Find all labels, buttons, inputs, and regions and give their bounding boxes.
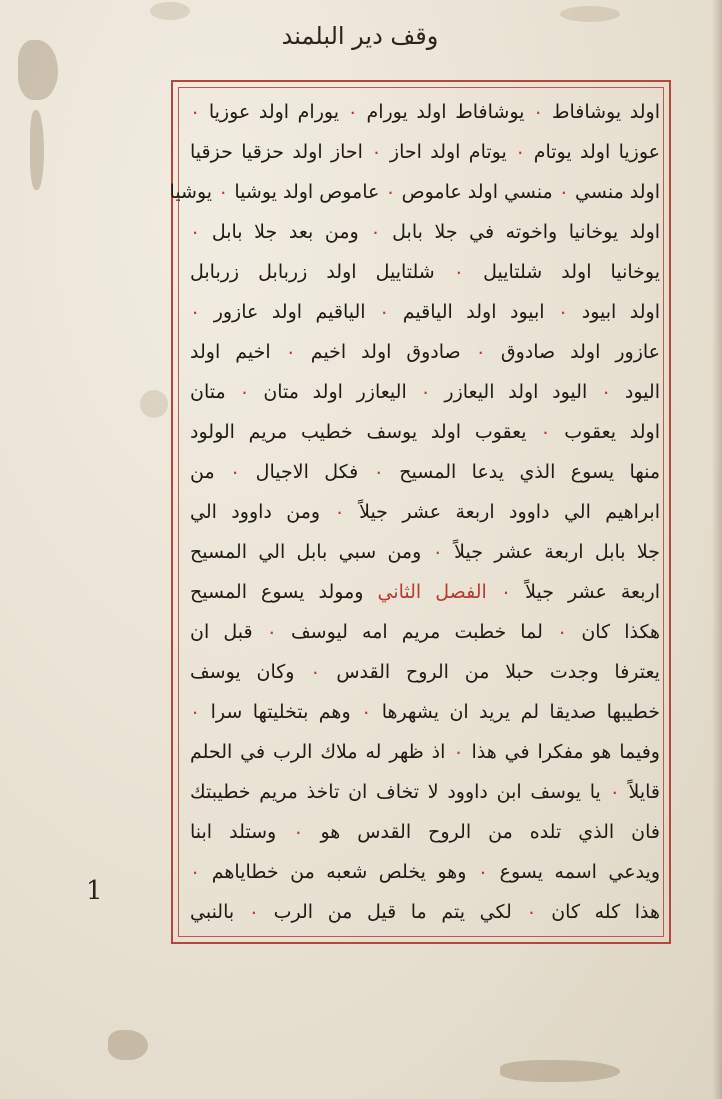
text-segment: اولد يوخانيا واخوته في جلا بابل xyxy=(392,221,661,243)
page-edge-shadow xyxy=(712,0,722,1099)
text-segment: يوشافاط اولد يورام xyxy=(366,101,525,123)
text-segment: ومن سبي بابل الي المسيح xyxy=(190,541,422,563)
text-segment: يوخانيا اولد شلتاييل xyxy=(483,261,660,283)
text-segment: هكذا كان xyxy=(581,621,660,643)
text-line xyxy=(190,252,660,292)
endowment-note-text: وقف دير البلمند xyxy=(281,22,439,50)
text-line xyxy=(190,132,660,172)
rubric-segment: ٠ xyxy=(190,701,211,723)
text-segment: اولد يعقوب xyxy=(564,421,660,443)
rubric-segment: ٠ xyxy=(190,101,209,123)
rubric-segment: ٠ xyxy=(294,661,337,683)
text-segment: اليود اولد اليعازر xyxy=(444,381,588,403)
text-line xyxy=(190,492,660,532)
rubric-segment: ٠ xyxy=(434,261,484,283)
rubric-segment: ٠ xyxy=(362,141,390,163)
text-segment: وفيما هو مفكرا في هذا xyxy=(471,741,660,763)
rubric-segment: ٠ xyxy=(190,221,212,243)
text-line xyxy=(190,532,660,572)
rubric-segment: ٠ xyxy=(486,581,526,603)
text-segment: متان xyxy=(190,381,226,403)
text-segment: اولد منسي xyxy=(575,181,660,203)
text-line xyxy=(190,612,660,652)
text-segment: اربعة عشر جيلاً xyxy=(525,581,660,603)
text-segment: يعقوب اولد يوسف خطيب مريم الولود xyxy=(190,421,527,443)
text-segment: يعترفا وجدت حبلا من الروح القدس xyxy=(336,661,660,683)
text-line xyxy=(190,212,660,252)
text-line xyxy=(190,852,660,892)
text-segment: عاموص اولد يوشيا xyxy=(234,181,380,203)
rubric-segment: ٠ xyxy=(358,461,400,483)
text-line xyxy=(190,412,660,452)
text-segment: اذ ظهر له ملاك الرب في الحلم xyxy=(190,741,446,763)
text-segment: عازور اولد صادوق xyxy=(500,341,661,363)
rubric-segment: ٠ xyxy=(600,781,629,803)
rubric-segment: ٠ xyxy=(270,341,311,363)
text-line xyxy=(190,332,660,372)
text-segment: فان الذي تلده من الروح القدس هو xyxy=(320,821,661,843)
rubric-segment: ٠ xyxy=(445,741,472,763)
text-segment: قايلاً xyxy=(628,781,660,803)
rubric-segment: ٠ xyxy=(466,861,500,883)
text-segment: جلا بابل اربعة عشر جيلاً xyxy=(454,541,660,563)
worm-damage xyxy=(500,1060,620,1082)
rubric-segment: ٠ xyxy=(460,341,501,363)
rubric-segment: ٠ xyxy=(365,301,403,323)
text-segment: وستلد ابنا xyxy=(190,821,277,843)
text-segment: ومن بعد جلا بابل xyxy=(211,221,359,243)
text-line xyxy=(190,812,660,852)
text-segment: يورام اولد عوزيا xyxy=(208,101,339,123)
text-line xyxy=(190,732,660,772)
text-segment: وهو يخلص شعبه من خطاياهم xyxy=(211,861,467,883)
rubric-segment: ٠ xyxy=(587,381,625,403)
rubric-segment: ٠ xyxy=(350,701,382,723)
worm-damage xyxy=(30,110,44,190)
text-segment: الياقيم اولد عازور xyxy=(213,301,366,323)
text-segment: اخيم اولد xyxy=(190,341,271,363)
text-line xyxy=(190,572,660,612)
text-line xyxy=(190,772,660,812)
text-segment: يوشيا xyxy=(169,181,213,203)
rubric-segment: ٠ xyxy=(379,181,402,203)
rubric-segment: ٠ xyxy=(339,101,367,123)
folio-number: 1 xyxy=(86,876,103,906)
text-segment: يا يوسف ابن داوود لا تخاف ان تاخذ مريم خطيبتك xyxy=(190,781,601,803)
text-segment: اولد يوشافاط xyxy=(551,101,660,123)
rubric-segment: الفصل الثاني xyxy=(377,581,487,603)
text-line xyxy=(190,292,660,332)
rubric-segment: ٠ xyxy=(234,901,274,923)
rubric-segment: ٠ xyxy=(320,501,360,523)
text-line xyxy=(169,172,660,212)
text-segment: ومن داوود الي xyxy=(190,501,321,523)
text-segment: وهم بتخليتها سرا xyxy=(210,701,351,723)
text-line xyxy=(190,652,660,692)
text-segment: شلتاييل اولد زربابل زربابل xyxy=(190,261,435,283)
text-segment: ومولد يسوع المسيح xyxy=(190,581,378,603)
rubric-segment: ٠ xyxy=(212,181,235,203)
rubric-segment: ٠ xyxy=(190,301,214,323)
worm-damage xyxy=(108,1030,148,1060)
rubric-segment: ٠ xyxy=(406,381,445,403)
text-segment: من xyxy=(190,461,215,483)
text-segment: وكان يوسف xyxy=(190,661,295,683)
rubric-segment: ٠ xyxy=(552,181,576,203)
text-segment: صادوق اولد اخيم xyxy=(310,341,461,363)
rubric-segment: ٠ xyxy=(506,141,534,163)
text-segment: بالنبي xyxy=(190,901,235,923)
rubric-segment: ٠ xyxy=(214,461,256,483)
rubric-segment: ٠ xyxy=(190,861,212,883)
text-segment: لكي يتم ما قيل من الرب xyxy=(273,901,512,923)
main-text-block xyxy=(169,92,661,932)
text-segment: احاز اولد حزقيا حزقيا xyxy=(190,141,363,163)
text-segment: اليعازر اولد متان xyxy=(263,381,407,403)
text-segment: منسي اولد عاموص xyxy=(401,181,553,203)
text-segment: يوتام اولد احاز xyxy=(389,141,507,163)
rubric-segment: ٠ xyxy=(542,621,582,643)
text-segment: منها يسوع الذي يدعا المسيح xyxy=(399,461,661,483)
text-segment: لما خطبت مريم امه ليوسف xyxy=(290,621,543,643)
rubric-segment: ٠ xyxy=(544,301,582,323)
text-line xyxy=(190,452,660,492)
paper-stain xyxy=(140,390,168,418)
rubric-segment: ٠ xyxy=(276,821,321,843)
text-line xyxy=(190,92,660,132)
text-line xyxy=(190,372,660,412)
text-segment: ابيود اولد الياقيم xyxy=(402,301,545,323)
text-segment: هذا كله كان xyxy=(551,901,661,923)
text-segment: عوزيا اولد يوتام xyxy=(533,141,660,163)
rubric-segment: ٠ xyxy=(511,901,552,923)
rubric-segment: ٠ xyxy=(526,421,565,443)
endowment-note xyxy=(0,12,722,58)
text-segment: فكل الاجيال xyxy=(255,461,359,483)
text-segment: قبل ان xyxy=(190,621,253,643)
text-segment: خطيبها صديقا لم يريد ان يشهرها xyxy=(381,701,661,723)
text-segment: اليود xyxy=(624,381,660,403)
text-segment: اولد ابيود xyxy=(581,301,661,323)
text-line xyxy=(190,692,660,732)
rubric-segment: ٠ xyxy=(421,541,455,563)
text-segment: ويدعي اسمه يسوع xyxy=(499,861,661,883)
rubric-segment: ٠ xyxy=(225,381,264,403)
text-line xyxy=(190,892,660,932)
rubric-segment: ٠ xyxy=(358,221,393,243)
rubric-segment: ٠ xyxy=(524,101,552,123)
text-segment: ابراهيم الي داوود اربعة عشر جيلاً xyxy=(359,501,660,523)
rubric-segment: ٠ xyxy=(252,621,291,643)
